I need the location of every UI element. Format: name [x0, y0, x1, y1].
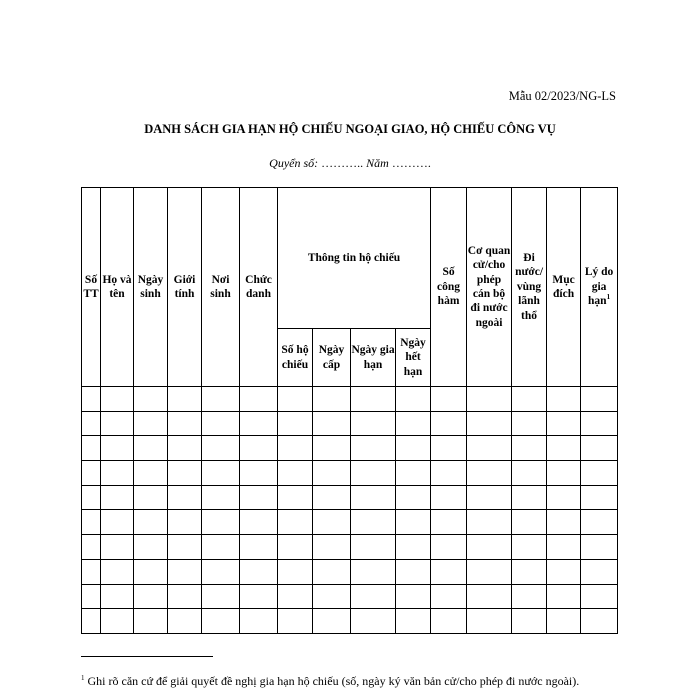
table-cell [396, 387, 431, 412]
table-cell [278, 461, 313, 486]
table-cell [581, 609, 618, 634]
table-row [82, 584, 618, 609]
table-cell [168, 559, 202, 584]
table-cell [134, 510, 168, 535]
table-cell [202, 485, 240, 510]
table-cell [278, 584, 313, 609]
table-cell [101, 461, 134, 486]
table-cell [467, 461, 512, 486]
table-row [82, 461, 618, 486]
table-cell [202, 387, 240, 412]
table-cell [313, 535, 351, 560]
table-cell [351, 584, 396, 609]
table-cell [202, 411, 240, 436]
table-cell [278, 485, 313, 510]
col-header-passport-number: Số hộ chiếu [278, 329, 313, 387]
table-cell [82, 485, 101, 510]
table-cell [512, 387, 547, 412]
table-cell [168, 584, 202, 609]
table-cell [512, 485, 547, 510]
footnote-number: 1 [81, 674, 85, 682]
table-cell [512, 535, 547, 560]
table-cell [547, 535, 581, 560]
table-cell [168, 411, 202, 436]
table-cell [431, 559, 467, 584]
form-code: Mẫu 02/2023/NG-LS [508, 89, 616, 103]
table-cell [82, 584, 101, 609]
table-row [82, 609, 618, 634]
passport-extension-table [81, 187, 618, 634]
table-row [82, 485, 618, 510]
table-cell [547, 436, 581, 461]
table-cell [240, 535, 278, 560]
table-cell [82, 510, 101, 535]
table-cell [547, 485, 581, 510]
col-header-extension-date: Ngày gia hạn [351, 329, 396, 387]
table-cell [547, 387, 581, 412]
table-cell [202, 584, 240, 609]
document-title: DANH SÁCH GIA HẠN HỘ CHIẾU NGOẠI GIAO, HỘ CHIẾU CÔNG VỤ [144, 122, 556, 136]
table-cell [202, 609, 240, 634]
table-cell [431, 461, 467, 486]
col-header-sending-agency: Cơ quan cử/cho phép cán bộ đi nước ngoài [467, 188, 512, 387]
footnote-separator [81, 656, 213, 657]
table-cell [547, 510, 581, 535]
table-cell [101, 609, 134, 634]
table-cell [512, 584, 547, 609]
table-cell [396, 485, 431, 510]
footnote-text: Ghi rõ căn cứ để giải quyết đề nghị gia hạn hộ chiếu (số, ngày ký văn bản cử/cho phép đi nước ngoài). [84, 674, 580, 688]
table-cell [101, 436, 134, 461]
table-cell [467, 387, 512, 412]
table-cell [351, 387, 396, 412]
table-cell [581, 436, 618, 461]
table-cell [431, 609, 467, 634]
table-cell [351, 436, 396, 461]
table-cell [547, 559, 581, 584]
table-body [82, 387, 618, 634]
table-cell [351, 535, 396, 560]
table-cell [168, 436, 202, 461]
table-cell [101, 584, 134, 609]
table-cell [240, 411, 278, 436]
table-cell [278, 559, 313, 584]
table-cell [431, 411, 467, 436]
table-cell [467, 411, 512, 436]
table-cell [351, 510, 396, 535]
table-cell [313, 411, 351, 436]
book-number-label: Quyển số: [269, 156, 319, 170]
table-cell [240, 584, 278, 609]
col-header-destination: Đi nước/ vùng lãnh thổ [512, 188, 547, 387]
table-cell [467, 559, 512, 584]
table-cell [313, 510, 351, 535]
table-cell [313, 461, 351, 486]
table-cell [396, 436, 431, 461]
table-cell [202, 535, 240, 560]
table-cell [240, 510, 278, 535]
table-cell [134, 609, 168, 634]
table-cell [313, 387, 351, 412]
table-cell [396, 535, 431, 560]
table-cell [202, 559, 240, 584]
table-row [82, 436, 618, 461]
table-cell [168, 387, 202, 412]
table-cell [168, 609, 202, 634]
table-cell [431, 485, 467, 510]
col-header-dob: Ngày sinh [134, 188, 168, 387]
table-cell [134, 584, 168, 609]
footnote-marker: 1 [606, 293, 611, 302]
table-row [82, 387, 618, 412]
table-cell [82, 387, 101, 412]
table-cell [101, 387, 134, 412]
table-cell [581, 559, 618, 584]
table-cell [431, 510, 467, 535]
table-row [82, 411, 618, 436]
table-cell [467, 436, 512, 461]
table-cell [168, 535, 202, 560]
table-cell [581, 461, 618, 486]
table-cell [82, 559, 101, 584]
col-header-expiry-date: Ngày hết hạn [396, 329, 431, 387]
table-cell [134, 387, 168, 412]
col-header-title: Chức danh [240, 188, 278, 387]
table-cell [101, 411, 134, 436]
table-row [82, 535, 618, 560]
table-cell [313, 559, 351, 584]
table-cell [313, 485, 351, 510]
table-cell [512, 609, 547, 634]
table-cell [313, 436, 351, 461]
col-header-extension-reason [581, 188, 618, 387]
table-cell [240, 559, 278, 584]
table-cell [240, 609, 278, 634]
table-cell [581, 411, 618, 436]
table-cell [467, 584, 512, 609]
table-cell [202, 461, 240, 486]
table-cell [101, 485, 134, 510]
table-cell [512, 559, 547, 584]
table-cell [168, 461, 202, 486]
table-cell [134, 461, 168, 486]
table-cell [351, 485, 396, 510]
col-header-passport-info: Thông tin hộ chiếu [278, 188, 431, 329]
table-cell [431, 584, 467, 609]
table-cell [101, 510, 134, 535]
table-cell [396, 411, 431, 436]
table-cell [467, 609, 512, 634]
table-cell [512, 461, 547, 486]
table-cell [313, 609, 351, 634]
year-label: Năm [366, 156, 389, 170]
table-cell [134, 485, 168, 510]
table-cell [278, 411, 313, 436]
table-cell [396, 461, 431, 486]
table-cell [581, 535, 618, 560]
table-row [82, 559, 618, 584]
table-cell [82, 411, 101, 436]
table-cell [351, 461, 396, 486]
table-cell [202, 510, 240, 535]
table-cell [512, 436, 547, 461]
table-cell [134, 411, 168, 436]
table-cell [101, 535, 134, 560]
table-cell [313, 584, 351, 609]
col-header-name: Họ và tên [101, 188, 134, 387]
table-cell [467, 485, 512, 510]
col-header-place-of-birth: Nơi sinh [202, 188, 240, 387]
table-cell [581, 485, 618, 510]
table-cell [168, 485, 202, 510]
table-cell [202, 436, 240, 461]
table-cell [134, 559, 168, 584]
table-cell [581, 510, 618, 535]
table-cell [547, 609, 581, 634]
col-header-stt: Số TT [82, 188, 101, 387]
table-cell [396, 584, 431, 609]
table-cell [547, 584, 581, 609]
table-cell [82, 461, 101, 486]
table-cell [134, 436, 168, 461]
table-cell [278, 535, 313, 560]
table-cell [82, 436, 101, 461]
table-cell [278, 609, 313, 634]
table-cell [431, 436, 467, 461]
footnote [81, 674, 621, 689]
table-cell [101, 559, 134, 584]
table-cell [240, 461, 278, 486]
table-cell [396, 609, 431, 634]
col-header-issue-date: Ngày cấp [313, 329, 351, 387]
col-header-note-number: Số công hàm [431, 188, 467, 387]
table-cell [351, 559, 396, 584]
table-cell [278, 510, 313, 535]
table-cell [512, 510, 547, 535]
table-cell [547, 411, 581, 436]
table-cell [581, 387, 618, 412]
table-cell [431, 535, 467, 560]
table-cell [547, 461, 581, 486]
col-header-purpose: Mục đích [547, 188, 581, 387]
table-cell [351, 609, 396, 634]
book-number-line [0, 156, 700, 171]
year-blank: ………. [391, 156, 431, 170]
col-header-gender: Giới tính [168, 188, 202, 387]
table-cell [512, 411, 547, 436]
table-cell [82, 535, 101, 560]
table-cell [396, 510, 431, 535]
table-cell [134, 535, 168, 560]
table-cell [467, 535, 512, 560]
table-cell [467, 510, 512, 535]
book-number-blank: ……….. [321, 156, 364, 170]
table-cell [168, 510, 202, 535]
table-cell [351, 411, 396, 436]
table-cell [431, 387, 467, 412]
table-cell [396, 559, 431, 584]
extension-reason-label: Lý do gia hạn [584, 266, 614, 308]
table-cell [240, 485, 278, 510]
table-cell [278, 436, 313, 461]
table-row [82, 510, 618, 535]
table-cell [240, 387, 278, 412]
table-cell [581, 584, 618, 609]
table-cell [278, 387, 313, 412]
table-cell [82, 609, 101, 634]
table-cell [240, 436, 278, 461]
